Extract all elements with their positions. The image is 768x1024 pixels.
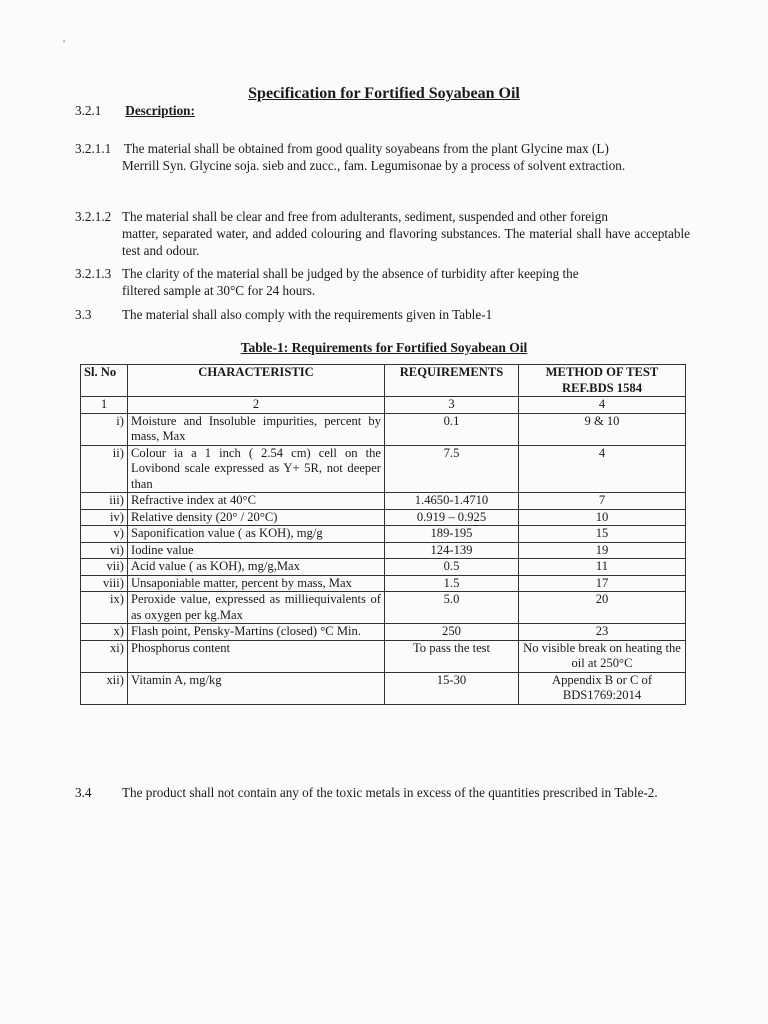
table-row	[81, 509, 686, 526]
table-index-row	[81, 397, 686, 414]
sl-cell: x)	[81, 624, 128, 641]
index-cell: 2	[128, 397, 385, 414]
paragraph-text: Merrill Syn. Glycine soja. sieb and zucc., fam. Legumisonae by a process of solvent extraction.	[122, 158, 626, 173]
section-3-3	[75, 306, 690, 323]
characteristic-cell: Refractive index at 40°C	[128, 493, 385, 510]
requirements-cell: 7.5	[385, 445, 519, 493]
characteristic-cell: Acid value ( as KOH), mg/g,Max	[128, 559, 385, 576]
index-cell: 4	[519, 397, 686, 414]
method-cell: 20	[519, 592, 686, 624]
scan-speck: ˒	[62, 32, 66, 46]
table-row	[81, 526, 686, 543]
sl-cell: vii)	[81, 559, 128, 576]
method-cell: 7	[519, 493, 686, 510]
sl-cell: xii)	[81, 672, 128, 704]
requirements-cell: To pass the test	[385, 640, 519, 672]
paragraph-text: The material shall be obtained from good quality soyabeans from the plant Glycine max (L)	[124, 141, 609, 156]
method-cell: 10	[519, 509, 686, 526]
table-row	[81, 575, 686, 592]
sl-cell: ix)	[81, 592, 128, 624]
table-row	[81, 672, 686, 704]
header-characteristic: CHARACTERISTIC	[128, 365, 385, 397]
sl-cell: viii)	[81, 575, 128, 592]
section-3-2-1-3	[75, 265, 690, 299]
section-3-2-1-1	[75, 140, 690, 174]
paragraph-text: The material shall be clear and free from adulterants, sediment, suspended and other foreign	[122, 209, 608, 224]
requirements-cell: 15-30	[385, 672, 519, 704]
method-cell: 23	[519, 624, 686, 641]
characteristic-cell: Saponification value ( as KOH), mg/g	[128, 526, 385, 543]
method-cell: 9 & 10	[519, 413, 686, 445]
section-number: 3.4	[75, 785, 92, 800]
characteristic-cell: Relative density (20° / 20°C)	[128, 509, 385, 526]
requirements-cell: 0.5	[385, 559, 519, 576]
requirements-cell: 5.0	[385, 592, 519, 624]
table-header-row	[81, 365, 686, 397]
sl-cell: i)	[81, 413, 128, 445]
page-title: Specification for Fortified Soyabean Oil	[248, 85, 520, 102]
table-row	[81, 640, 686, 672]
table-row	[81, 559, 686, 576]
sl-cell: iii)	[81, 493, 128, 510]
header-requirements: REQUIREMENTS	[385, 365, 519, 397]
table-row	[81, 493, 686, 510]
section-number: 3.2.1.3	[75, 266, 112, 281]
header-method: METHOD OF TEST REF.BDS 1584	[519, 365, 686, 397]
section-number: 3.3	[75, 307, 92, 322]
method-cell: 4	[519, 445, 686, 493]
characteristic-cell: Peroxide value, expressed as milliequivalents of as oxygen per kg.Max	[128, 592, 385, 624]
paragraph-text: filtered sample at 30°C for 24 hours.	[122, 283, 316, 298]
requirements-cell: 0.1	[385, 413, 519, 445]
characteristic-cell: Iodine value	[128, 542, 385, 559]
sl-cell: iv)	[81, 509, 128, 526]
method-cell: 11	[519, 559, 686, 576]
characteristic-cell: Moisture and Insoluble impurities, percent by mass, Max	[128, 413, 385, 445]
sl-cell: xi)	[81, 640, 128, 672]
sl-cell: v)	[81, 526, 128, 543]
method-cell: 15	[519, 526, 686, 543]
method-cell: 19	[519, 542, 686, 559]
requirements-cell: 1.5	[385, 575, 519, 592]
paragraph-text: The material shall also comply with the requirements given in Table-1	[122, 307, 493, 322]
section-3-2-1-2	[75, 208, 690, 259]
requirements-cell: 1.4650-1.4710	[385, 493, 519, 510]
section-3-4	[75, 785, 690, 801]
paragraph-text: The clarity of the material shall be judged by the absence of turbidity after keeping the	[122, 266, 579, 281]
section-3-2-1	[75, 102, 690, 119]
paragraph-text: matter, separated water, and added colouring and flavoring substances. The material shall have acceptable test and odour.	[122, 226, 690, 258]
paragraph-text: The product shall not contain any of the toxic metals in excess of the quantities prescribed in Table-2.	[122, 785, 658, 800]
table-row	[81, 592, 686, 624]
table-row	[81, 445, 686, 493]
index-cell: 1	[81, 397, 128, 414]
index-cell: 3	[385, 397, 519, 414]
requirements-cell: 124-139	[385, 542, 519, 559]
table-title: Table-1: Requirements for Fortified Soyabean Oil	[240, 340, 528, 355]
table-row	[81, 542, 686, 559]
requirements-cell: 0.919 – 0.925	[385, 509, 519, 526]
requirements-table	[80, 364, 686, 705]
method-cell: 17	[519, 575, 686, 592]
characteristic-cell: Flash point, Pensky-Martins (closed) °C Min.	[128, 624, 385, 641]
section-heading: Description:	[125, 103, 195, 118]
sl-cell: ii)	[81, 445, 128, 493]
characteristic-cell: Unsaponiable matter, percent by mass, Max	[128, 575, 385, 592]
section-number: 3.2.1	[75, 103, 102, 118]
table-row	[81, 413, 686, 445]
sl-cell: vi)	[81, 542, 128, 559]
method-cell: Appendix B or C of BDS1769:2014	[519, 672, 686, 704]
characteristic-cell: Colour ia a 1 inch ( 2.54 cm) cell on the Lovibond scale expressed as Y+ 5R, not deeper than	[128, 445, 385, 493]
requirements-cell: 250	[385, 624, 519, 641]
section-number: 3.2.1.1	[75, 141, 112, 156]
table-row	[81, 624, 686, 641]
section-number: 3.2.1.2	[75, 209, 112, 224]
header-sl-no: Sl. No	[81, 365, 128, 397]
characteristic-cell: Phosphorus content	[128, 640, 385, 672]
requirements-cell: 189-195	[385, 526, 519, 543]
characteristic-cell: Vitamin A, mg/kg	[128, 672, 385, 704]
method-cell: No visible break on heating the oil at 250°C	[519, 640, 686, 672]
